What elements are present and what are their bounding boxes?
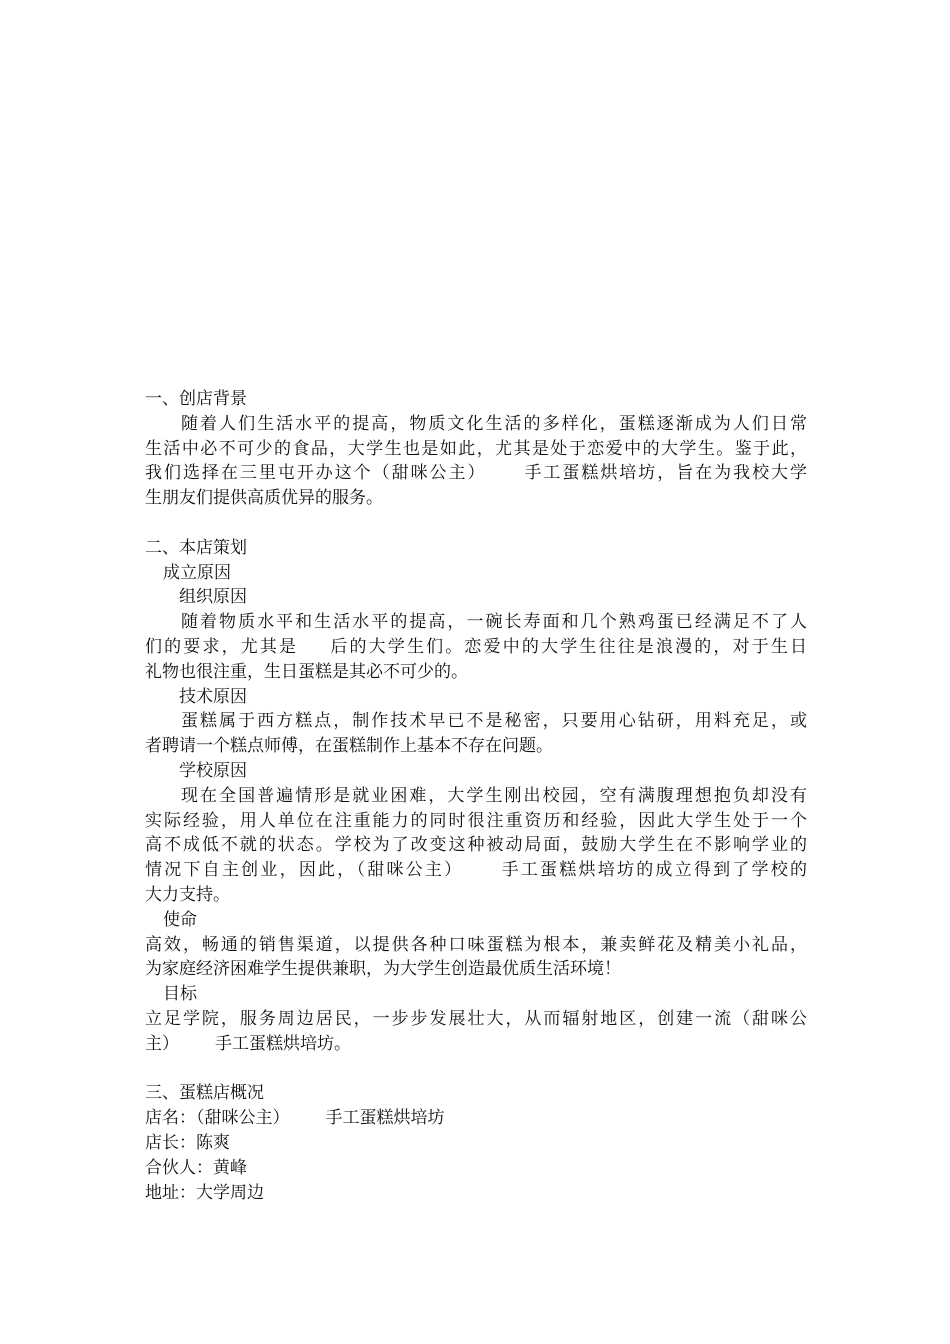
shop-name-line: [145, 1106, 807, 1131]
document-page: [145, 387, 807, 1205]
paragraph-line: [145, 635, 807, 660]
paragraph-line: 者聘请一个糕点师傅，在蛋糕制作上基本不存在问题。: [145, 736, 553, 757]
paragraph-line: [145, 461, 807, 486]
subheading-mission: 使命: [163, 909, 197, 930]
section-heading-plan: 二、本店策划: [145, 537, 247, 558]
shop-manager-line: 店长：陈爽: [145, 1132, 230, 1153]
paragraph-line: 高不成低不就的状态。学校为了改变这种被动局面，鼓励大学生在不影响学业的: [145, 835, 807, 856]
paragraph-line: 为家庭经济困难学生提供兼职，为大学生创造最优质生活环境！: [145, 959, 621, 980]
paragraph-line: 随着人们生活水平的提高，物质文化生活的多样化，蛋糕逐渐成为人们日常: [181, 413, 807, 434]
paragraph-line: 大力支持。: [145, 884, 230, 905]
text-fragment: 手工蛋糕烘培坊的成立得到了学校的: [499, 860, 808, 881]
text-fragment: 后的大学生们。恋爱中的大学生往往是浪漫的，对于生日: [328, 636, 808, 657]
paragraph-line: 蛋糕属于西方糕点，制作技术早已不是秘密，只要用心钻研，用料充足，或: [181, 711, 807, 732]
paragraph-line: 实际经验，用人单位在注重能力的同时很注重资历和经验，因此大学生处于一个: [145, 810, 807, 831]
subheading-technology: 技术原因: [179, 686, 247, 707]
paragraph-line: 随着物质水平和生活水平的提高，一碗长寿面和几个熟鸡蛋已经满足不了人: [181, 612, 807, 633]
paragraph-line: [145, 1032, 807, 1057]
paragraph-line: 立足学院，服务周边居民，一步步发展壮大，从而辐射地区，创建一流（甜咪公: [145, 1008, 807, 1029]
section-heading-overview: 三、蛋糕店概况: [145, 1083, 264, 1104]
text-fragment: 情况下自主创业，因此，（甜咪公主）: [145, 860, 464, 881]
paragraph-line: [145, 858, 807, 883]
paragraph-line: 高效，畅通的销售渠道，以提供各种口味蛋糕为根本，兼卖鲜花及精美小礼品，: [145, 934, 807, 955]
paragraph-line: 生朋友们提供高质优异的服务。: [145, 488, 383, 509]
paragraph-line: 礼物也很注重，生日蛋糕是其必不可少的。: [145, 661, 468, 682]
shop-partner-line: 合伙人：黄峰: [145, 1157, 247, 1178]
subheading-organization: 组织原因: [179, 587, 247, 608]
shop-address-line: 地址：大学周边: [145, 1182, 264, 1203]
subheading-reason: 成立原因: [163, 562, 231, 583]
subheading-school: 学校原因: [179, 760, 247, 781]
text-fragment: 手工蛋糕烘培坊，旨在为我校大学: [522, 463, 808, 484]
text-fragment: 店名：（甜咪公主）: [145, 1108, 290, 1129]
text-fragment: 们的要求，尤其是: [145, 636, 299, 657]
paragraph-line: 生活中必不可少的食品，大学生也是如此，尤其是处于恋爱中的大学生。鉴于此，: [145, 438, 807, 459]
paragraph-line: 现在全国普遍情形是就业困难，大学生刚出校园，空有满腹理想抱负却没有: [181, 785, 807, 806]
text-fragment: 手工蛋糕烘培坊。: [215, 1033, 351, 1054]
text-fragment: 手工蛋糕烘培坊: [325, 1108, 445, 1129]
text-fragment: 主）: [145, 1033, 179, 1054]
section-heading-background: 一、创店背景: [145, 389, 247, 409]
subheading-goal: 目标: [163, 984, 197, 1005]
text-fragment: 我们选择在三里屯开办这个（甜咪公主）: [145, 463, 487, 484]
